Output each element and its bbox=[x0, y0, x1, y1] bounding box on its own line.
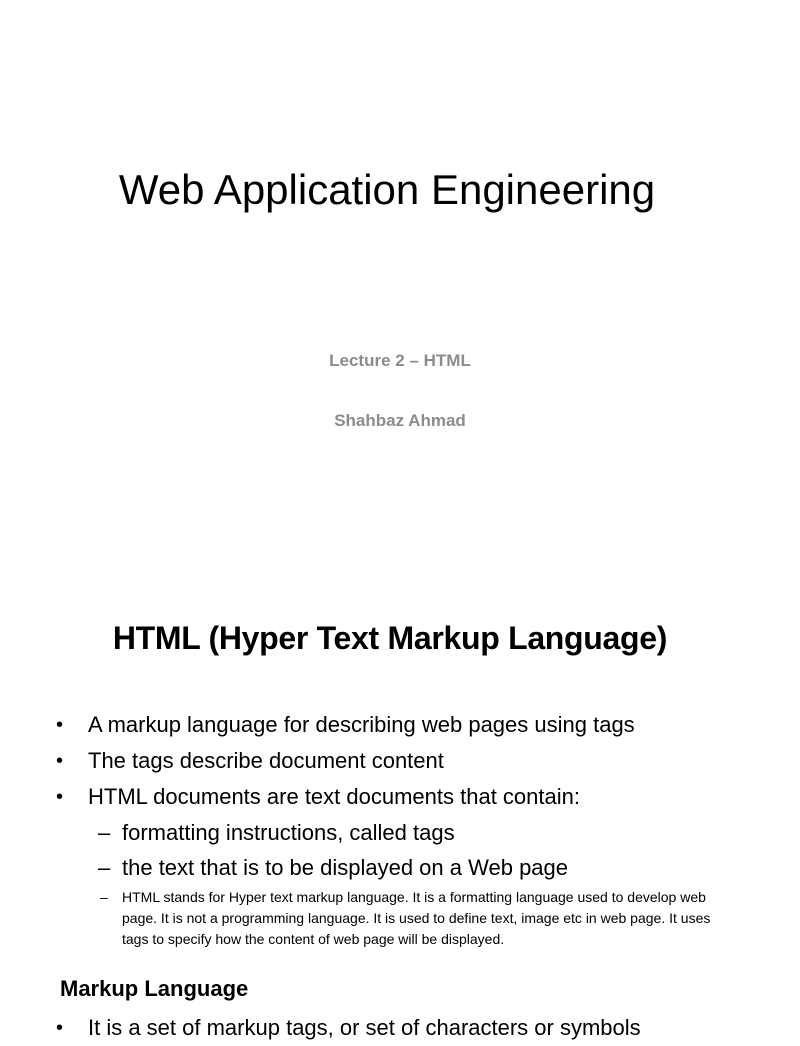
sub-bullet-item bbox=[0, 850, 768, 885]
sub-bullet-item bbox=[0, 815, 768, 850]
bullet-text: HTML documents are text documents that contain: bbox=[88, 784, 580, 809]
sub-bullet-text: formatting instructions, called tags bbox=[122, 820, 455, 845]
dash-icon: – bbox=[98, 855, 111, 880]
bullet-icon: • bbox=[56, 1017, 64, 1039]
bullet-item bbox=[0, 779, 768, 815]
author-name: Shahbaz Ahmad bbox=[334, 411, 466, 430]
bullet-text: It is a set of markup tags, or set of characters or symbols bbox=[88, 1015, 641, 1040]
bullet-icon: • bbox=[56, 714, 64, 736]
bullet-icon: • bbox=[56, 750, 64, 772]
content-slide-title: HTML (Hyper Text Markup Language) bbox=[112, 620, 668, 656]
small-bullet-item bbox=[0, 887, 768, 950]
bullet-text: A markup language for describing web pages using tags bbox=[88, 712, 635, 737]
dash-icon: – bbox=[98, 820, 111, 845]
bullet-item bbox=[0, 743, 768, 779]
slide-title: Web Application Engineering bbox=[118, 166, 656, 213]
lecture-subtitle: Lecture 2 – HTML bbox=[329, 351, 471, 370]
bullet-text: The tags describe document content bbox=[88, 748, 444, 773]
bullet-item bbox=[0, 707, 768, 743]
dash-icon: – bbox=[100, 889, 108, 905]
bullet-list bbox=[0, 707, 768, 950]
section-heading: Markup Language bbox=[60, 976, 249, 1001]
sub-bullet-text: the text that is to be displayed on a Web page bbox=[122, 855, 569, 880]
bullet-item bbox=[0, 1010, 768, 1046]
bullet-icon: • bbox=[56, 786, 64, 808]
small-bullet-text: HTML stands for Hyper text markup language. It is a formatting language used to develop web page. It is not a programming language. It is used to define text, image etc in web page. It uses tags to specify how the content of web page will be displayed. bbox=[122, 889, 711, 947]
